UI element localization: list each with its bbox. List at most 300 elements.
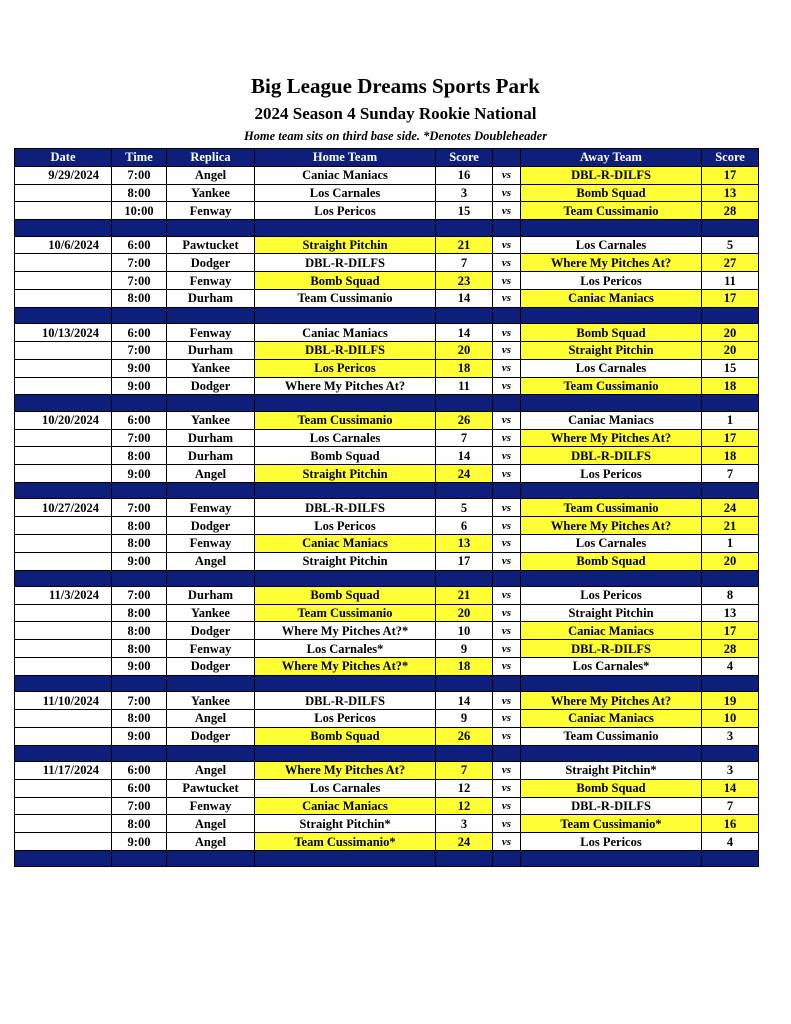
away-score: 13 xyxy=(702,184,759,202)
game-time: 8:00 xyxy=(112,640,167,658)
game-replica: Fenway xyxy=(167,324,255,342)
page-title: Big League Dreams Sports Park xyxy=(251,74,540,98)
game-time: 6:00 xyxy=(112,324,167,342)
away-team: Where My Pitches At? xyxy=(521,254,702,272)
separator-cell xyxy=(493,745,521,761)
separator-cell xyxy=(493,395,521,411)
game-time: 7:00 xyxy=(112,692,167,710)
game-replica: Fenway xyxy=(167,202,255,220)
game-replica: Dodger xyxy=(167,622,255,640)
away-team: Los Carnales xyxy=(521,534,702,552)
separator-cell xyxy=(112,570,167,586)
home-score: 7 xyxy=(436,429,493,447)
separator-cell xyxy=(167,570,255,586)
home-score: 16 xyxy=(436,166,493,184)
separator-cell xyxy=(112,307,167,323)
col-header-home-team: Home Team xyxy=(255,149,436,167)
away-team: DBL-R-DILFS xyxy=(521,797,702,815)
table-row xyxy=(15,797,759,815)
game-replica: Angel xyxy=(167,465,255,483)
game-replica: Durham xyxy=(167,586,255,604)
separator-cell xyxy=(521,745,702,761)
home-score: 9 xyxy=(436,640,493,658)
separator-cell xyxy=(436,482,493,498)
separator-cell xyxy=(167,851,255,867)
game-replica: Dodger xyxy=(167,658,255,676)
separator-cell xyxy=(493,851,521,867)
vs-label: vs xyxy=(493,341,521,359)
separator-cell xyxy=(255,675,436,691)
table-row xyxy=(15,534,759,552)
vs-label: vs xyxy=(493,254,521,272)
away-score: 14 xyxy=(702,779,759,797)
table-row xyxy=(15,377,759,395)
away-team: Team Cussimanio* xyxy=(521,815,702,833)
away-score: 13 xyxy=(702,604,759,622)
separator-cell xyxy=(112,675,167,691)
separator-cell xyxy=(112,745,167,761)
away-team: Team Cussimanio xyxy=(521,377,702,395)
home-team: Caniac Maniacs xyxy=(255,324,436,342)
game-time: 8:00 xyxy=(112,534,167,552)
vs-label: vs xyxy=(493,762,521,780)
game-date: 9/29/2024 xyxy=(15,166,112,184)
separator-cell xyxy=(255,745,436,761)
week-separator xyxy=(15,395,759,411)
home-score: 3 xyxy=(436,815,493,833)
separator-cell xyxy=(15,851,112,867)
game-replica: Pawtucket xyxy=(167,236,255,254)
away-score: 7 xyxy=(702,465,759,483)
away-team: Los Pericos xyxy=(521,833,702,851)
col-header-replica: Replica xyxy=(167,149,255,167)
game-date xyxy=(15,640,112,658)
game-date: 10/20/2024 xyxy=(15,411,112,429)
home-score: 20 xyxy=(436,604,493,622)
table-row xyxy=(15,272,759,290)
table-header-row xyxy=(15,149,759,167)
home-team: Los Carnales* xyxy=(255,640,436,658)
game-date xyxy=(15,447,112,465)
separator-cell xyxy=(521,570,702,586)
home-score: 7 xyxy=(436,762,493,780)
away-team: Caniac Maniacs xyxy=(521,622,702,640)
game-time: 10:00 xyxy=(112,202,167,220)
vs-label: vs xyxy=(493,833,521,851)
week-separator xyxy=(15,675,759,691)
home-score: 26 xyxy=(436,411,493,429)
game-date xyxy=(15,534,112,552)
separator-cell xyxy=(255,851,436,867)
home-score: 21 xyxy=(436,586,493,604)
game-time: 9:00 xyxy=(112,465,167,483)
game-replica: Yankee xyxy=(167,604,255,622)
game-date xyxy=(15,604,112,622)
away-score: 7 xyxy=(702,797,759,815)
separator-cell xyxy=(167,745,255,761)
table-row xyxy=(15,552,759,570)
col-header-time: Time xyxy=(112,149,167,167)
separator-cell xyxy=(521,851,702,867)
separator-cell xyxy=(521,675,702,691)
game-replica: Yankee xyxy=(167,184,255,202)
home-team: Team Cussimanio xyxy=(255,604,436,622)
game-time: 6:00 xyxy=(112,762,167,780)
game-time: 8:00 xyxy=(112,184,167,202)
table-row xyxy=(15,166,759,184)
home-team: Straight Pitchin xyxy=(255,236,436,254)
game-time: 8:00 xyxy=(112,622,167,640)
game-date: 10/6/2024 xyxy=(15,236,112,254)
week-separator xyxy=(15,482,759,498)
vs-label: vs xyxy=(493,534,521,552)
vs-label: vs xyxy=(493,166,521,184)
game-time: 7:00 xyxy=(112,254,167,272)
separator-cell xyxy=(493,570,521,586)
home-team: DBL-R-DILFS xyxy=(255,499,436,517)
separator-cell xyxy=(702,675,759,691)
away-team: Where My Pitches At? xyxy=(521,429,702,447)
game-time: 7:00 xyxy=(112,272,167,290)
game-date xyxy=(15,429,112,447)
away-score: 17 xyxy=(702,622,759,640)
week-separator xyxy=(15,220,759,236)
away-score: 17 xyxy=(702,429,759,447)
home-team: DBL-R-DILFS xyxy=(255,341,436,359)
home-score: 12 xyxy=(436,797,493,815)
col-header-away-score: Score xyxy=(702,149,759,167)
away-score: 17 xyxy=(702,166,759,184)
home-team: Los Pericos xyxy=(255,710,436,728)
table-row xyxy=(15,289,759,307)
home-team: Where My Pitches At?* xyxy=(255,658,436,676)
separator-cell xyxy=(112,220,167,236)
vs-label: vs xyxy=(493,640,521,658)
game-date xyxy=(15,710,112,728)
game-time: 7:00 xyxy=(112,797,167,815)
game-replica: Fenway xyxy=(167,640,255,658)
game-replica: Durham xyxy=(167,341,255,359)
home-score: 6 xyxy=(436,517,493,535)
vs-label: vs xyxy=(493,815,521,833)
away-score: 28 xyxy=(702,640,759,658)
game-time: 8:00 xyxy=(112,710,167,728)
vs-label: vs xyxy=(493,552,521,570)
away-team: Team Cussimanio xyxy=(521,202,702,220)
table-row xyxy=(15,324,759,342)
table-row xyxy=(15,411,759,429)
game-replica: Yankee xyxy=(167,692,255,710)
table-row xyxy=(15,517,759,535)
game-replica: Dodger xyxy=(167,254,255,272)
away-score: 5 xyxy=(702,236,759,254)
game-date xyxy=(15,658,112,676)
game-time: 6:00 xyxy=(112,411,167,429)
game-replica: Durham xyxy=(167,447,255,465)
away-team: Caniac Maniacs xyxy=(521,710,702,728)
away-team: Bomb Squad xyxy=(521,779,702,797)
vs-label: vs xyxy=(493,604,521,622)
game-replica: Angel xyxy=(167,552,255,570)
separator-cell xyxy=(15,395,112,411)
home-score: 9 xyxy=(436,710,493,728)
page-subtitle: 2024 Season 4 Sunday Rookie National xyxy=(254,104,537,123)
table-row xyxy=(15,447,759,465)
game-time: 8:00 xyxy=(112,447,167,465)
game-date: 10/13/2024 xyxy=(15,324,112,342)
game-date xyxy=(15,727,112,745)
separator-cell xyxy=(112,482,167,498)
home-team: Bomb Squad xyxy=(255,272,436,290)
vs-label: vs xyxy=(493,202,521,220)
game-date xyxy=(15,202,112,220)
game-date xyxy=(15,359,112,377)
separator-cell xyxy=(255,395,436,411)
game-time: 8:00 xyxy=(112,604,167,622)
home-score: 3 xyxy=(436,184,493,202)
table-row xyxy=(15,341,759,359)
game-replica: Dodger xyxy=(167,517,255,535)
vs-label: vs xyxy=(493,727,521,745)
vs-label: vs xyxy=(493,692,521,710)
home-score: 14 xyxy=(436,692,493,710)
vs-label: vs xyxy=(493,779,521,797)
table-row xyxy=(15,640,759,658)
away-team: Team Cussimanio xyxy=(521,499,702,517)
home-score: 12 xyxy=(436,779,493,797)
home-team: Bomb Squad xyxy=(255,727,436,745)
away-team: Los Pericos xyxy=(521,465,702,483)
vs-label: vs xyxy=(493,499,521,517)
home-team: Straight Pitchin xyxy=(255,465,436,483)
separator-cell xyxy=(255,307,436,323)
away-team: Bomb Squad xyxy=(521,324,702,342)
game-date: 11/3/2024 xyxy=(15,586,112,604)
separator-cell xyxy=(493,675,521,691)
away-team: Where My Pitches At? xyxy=(521,692,702,710)
col-header-date: Date xyxy=(15,149,112,167)
away-score: 20 xyxy=(702,341,759,359)
home-team: Los Carnales xyxy=(255,184,436,202)
home-score: 5 xyxy=(436,499,493,517)
home-score: 20 xyxy=(436,341,493,359)
home-score: 13 xyxy=(436,534,493,552)
separator-cell xyxy=(436,851,493,867)
game-date xyxy=(15,341,112,359)
game-replica: Angel xyxy=(167,762,255,780)
separator-cell xyxy=(167,220,255,236)
home-team: Team Cussimanio xyxy=(255,289,436,307)
separator-cell xyxy=(15,307,112,323)
game-replica: Durham xyxy=(167,429,255,447)
vs-label: vs xyxy=(493,797,521,815)
separator-cell xyxy=(702,482,759,498)
home-score: 18 xyxy=(436,658,493,676)
home-team: Straight Pitchin* xyxy=(255,815,436,833)
game-replica: Pawtucket xyxy=(167,779,255,797)
away-team: Where My Pitches At? xyxy=(521,517,702,535)
away-score: 3 xyxy=(702,727,759,745)
home-team: Los Carnales xyxy=(255,429,436,447)
vs-label: vs xyxy=(493,236,521,254)
game-date xyxy=(15,833,112,851)
game-date xyxy=(15,517,112,535)
game-date xyxy=(15,797,112,815)
home-score: 14 xyxy=(436,324,493,342)
home-team: Bomb Squad xyxy=(255,447,436,465)
away-score: 1 xyxy=(702,411,759,429)
vs-label: vs xyxy=(493,517,521,535)
game-time: 8:00 xyxy=(112,517,167,535)
table-row xyxy=(15,184,759,202)
separator-cell xyxy=(15,675,112,691)
game-replica: Angel xyxy=(167,710,255,728)
game-date: 11/10/2024 xyxy=(15,692,112,710)
away-score: 21 xyxy=(702,517,759,535)
away-team: Caniac Maniacs xyxy=(521,411,702,429)
game-replica: Fenway xyxy=(167,499,255,517)
away-score: 17 xyxy=(702,289,759,307)
table-row xyxy=(15,586,759,604)
vs-label: vs xyxy=(493,411,521,429)
away-score: 4 xyxy=(702,833,759,851)
separator-cell xyxy=(436,395,493,411)
vs-label: vs xyxy=(493,429,521,447)
away-score: 24 xyxy=(702,499,759,517)
separator-cell xyxy=(702,570,759,586)
separator-cell xyxy=(702,220,759,236)
away-team: Team Cussimanio xyxy=(521,727,702,745)
schedule-body xyxy=(15,166,759,867)
table-row xyxy=(15,815,759,833)
separator-cell xyxy=(521,482,702,498)
separator-cell xyxy=(521,307,702,323)
separator-cell xyxy=(255,482,436,498)
away-team: Bomb Squad xyxy=(521,552,702,570)
game-date xyxy=(15,465,112,483)
vs-label: vs xyxy=(493,447,521,465)
away-score: 10 xyxy=(702,710,759,728)
week-separator xyxy=(15,570,759,586)
game-time: 7:00 xyxy=(112,341,167,359)
home-team: Where My Pitches At?* xyxy=(255,622,436,640)
home-score: 11 xyxy=(436,377,493,395)
separator-cell xyxy=(493,307,521,323)
table-row xyxy=(15,359,759,377)
table-row xyxy=(15,658,759,676)
home-score: 14 xyxy=(436,447,493,465)
game-replica: Fenway xyxy=(167,797,255,815)
game-time: 9:00 xyxy=(112,377,167,395)
separator-cell xyxy=(167,675,255,691)
home-team: Los Pericos xyxy=(255,202,436,220)
vs-label: vs xyxy=(493,184,521,202)
col-header-home-score: Score xyxy=(436,149,493,167)
separator-cell xyxy=(112,851,167,867)
away-team: Los Pericos xyxy=(521,586,702,604)
home-score: 23 xyxy=(436,272,493,290)
home-team: Caniac Maniacs xyxy=(255,534,436,552)
game-date xyxy=(15,184,112,202)
vs-label: vs xyxy=(493,359,521,377)
vs-label: vs xyxy=(493,272,521,290)
away-team: Los Carnales xyxy=(521,359,702,377)
game-time: 9:00 xyxy=(112,727,167,745)
table-row xyxy=(15,762,759,780)
separator-cell xyxy=(167,482,255,498)
week-separator xyxy=(15,851,759,867)
away-score: 27 xyxy=(702,254,759,272)
game-date xyxy=(15,254,112,272)
home-team: DBL-R-DILFS xyxy=(255,254,436,272)
away-score: 18 xyxy=(702,447,759,465)
vs-label: vs xyxy=(493,622,521,640)
table-row xyxy=(15,604,759,622)
game-date: 11/17/2024 xyxy=(15,762,112,780)
separator-cell xyxy=(255,220,436,236)
game-time: 8:00 xyxy=(112,815,167,833)
game-replica: Angel xyxy=(167,815,255,833)
separator-cell xyxy=(436,745,493,761)
home-team: Caniac Maniacs xyxy=(255,797,436,815)
game-time: 6:00 xyxy=(112,236,167,254)
away-score: 4 xyxy=(702,658,759,676)
home-team: Bomb Squad xyxy=(255,586,436,604)
home-score: 18 xyxy=(436,359,493,377)
table-row xyxy=(15,465,759,483)
schedule-table xyxy=(14,148,759,867)
away-score: 20 xyxy=(702,552,759,570)
table-row xyxy=(15,692,759,710)
game-date xyxy=(15,289,112,307)
home-score: 10 xyxy=(436,622,493,640)
game-replica: Dodger xyxy=(167,727,255,745)
away-score: 8 xyxy=(702,586,759,604)
home-score: 7 xyxy=(436,254,493,272)
separator-cell xyxy=(255,570,436,586)
game-time: 9:00 xyxy=(112,658,167,676)
separator-cell xyxy=(436,570,493,586)
page-note: Home team sits on third base side. *Denotes Doubleheader xyxy=(243,129,548,143)
home-score: 14 xyxy=(436,289,493,307)
home-team: DBL-R-DILFS xyxy=(255,692,436,710)
table-row xyxy=(15,236,759,254)
table-row xyxy=(15,254,759,272)
vs-label: vs xyxy=(493,324,521,342)
home-score: 17 xyxy=(436,552,493,570)
away-score: 28 xyxy=(702,202,759,220)
vs-label: vs xyxy=(493,465,521,483)
week-separator xyxy=(15,745,759,761)
separator-cell xyxy=(702,851,759,867)
separator-cell xyxy=(436,220,493,236)
home-team: Los Carnales xyxy=(255,779,436,797)
game-replica: Yankee xyxy=(167,411,255,429)
game-date xyxy=(15,622,112,640)
separator-cell xyxy=(702,395,759,411)
game-time: 7:00 xyxy=(112,429,167,447)
table-row xyxy=(15,779,759,797)
vs-label: vs xyxy=(493,377,521,395)
home-score: 15 xyxy=(436,202,493,220)
col-header-vs xyxy=(493,149,521,167)
game-replica: Fenway xyxy=(167,534,255,552)
separator-cell xyxy=(15,570,112,586)
away-score: 20 xyxy=(702,324,759,342)
separator-cell xyxy=(493,220,521,236)
game-date xyxy=(15,815,112,833)
separator-cell xyxy=(167,395,255,411)
